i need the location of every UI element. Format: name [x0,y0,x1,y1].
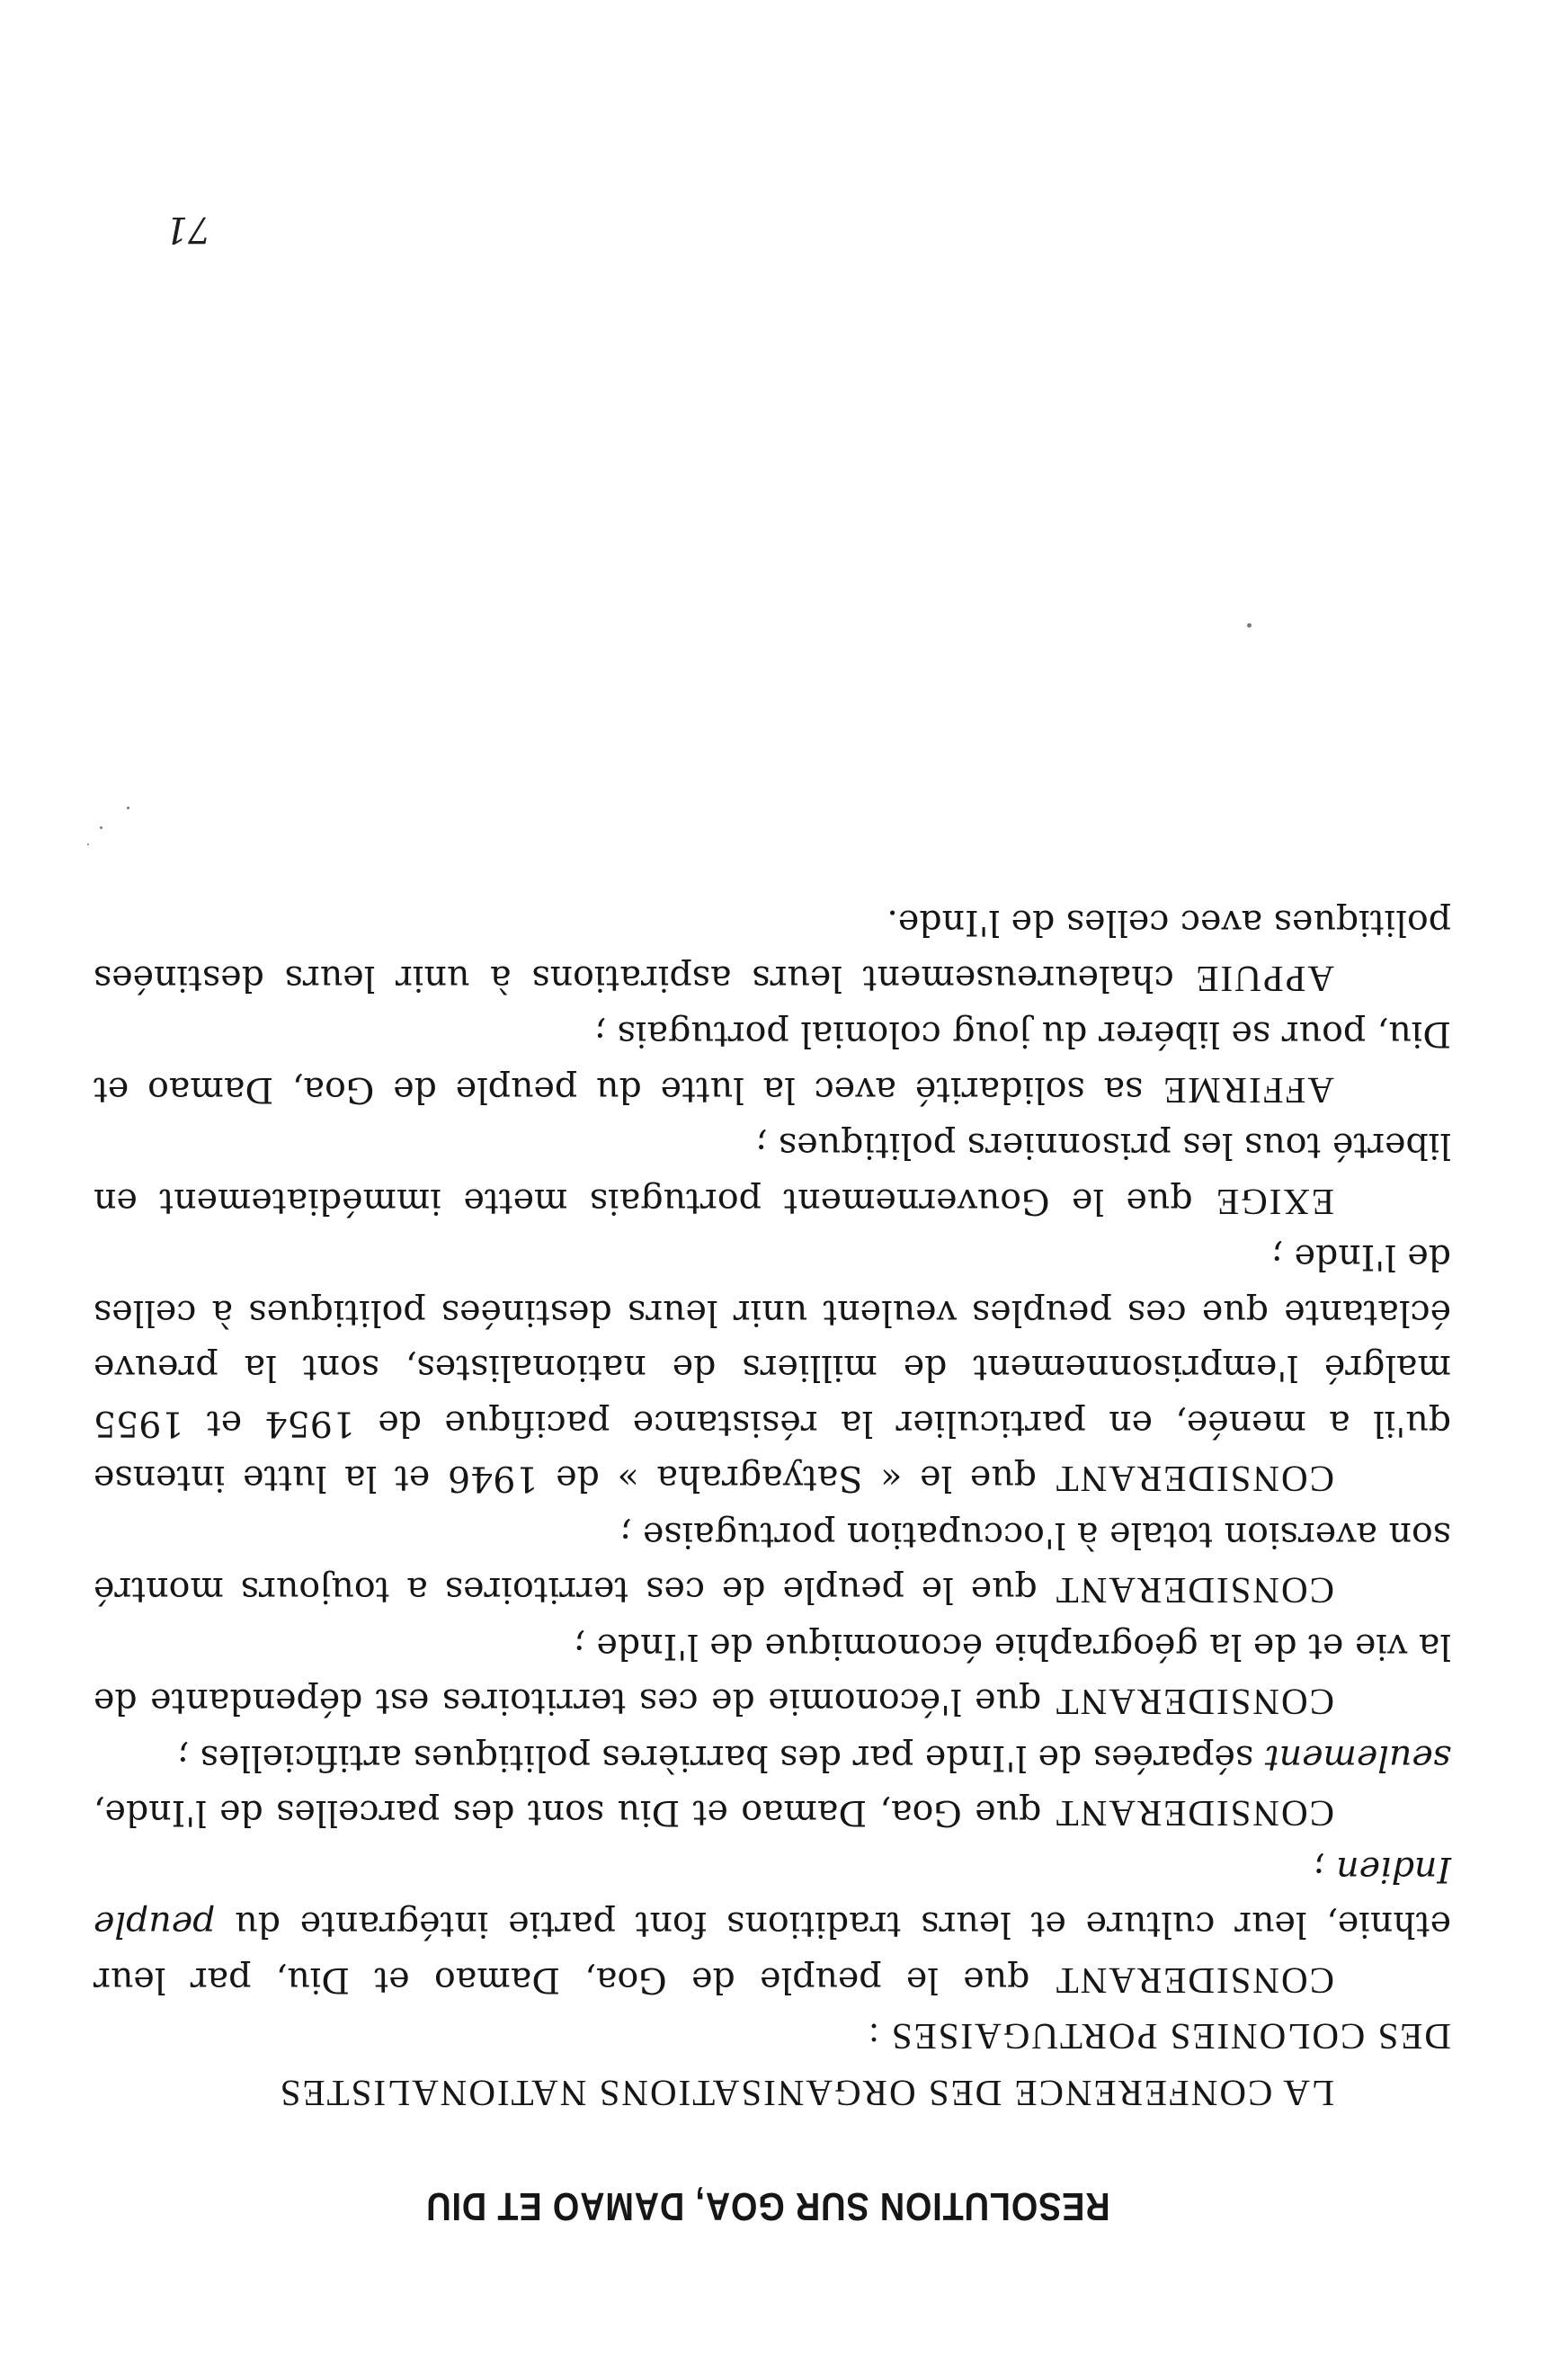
print-speck [1247,623,1252,628]
paragraph-keyword: AFFIRME [1162,1070,1334,1111]
intro-line-1: LA CONFERENCE DES ORGANISATIONS NATIONALISTES [278,2073,1334,2114]
paragraph-text: que Goa, Damao et Diu sont des parcelles de l'Inde, [94,1792,1055,1834]
print-speck [100,826,102,829]
paragraph-considerant-2 [94,1730,1451,1842]
print-speck [127,807,129,809]
paragraph-affirme [94,1006,1451,1118]
paragraph-keyword: APPUIE [1194,959,1334,1000]
paragraph-considerant-5 [94,1229,1451,1507]
paragraph-appuie [94,895,1451,1006]
paragraph-text: que le Gouvernement portugais mette immédiatement en liberté tous les prisonniers politiques ; [94,1125,1451,1222]
paragraph-text: que le « Satyagraha » de 1946 et la lutte intense qu'il a menée, en particulier la résistance pacifique de 1954 et 1955 malgré l'emprisonnement de milliers de nationalistes, sont la preuve éclatante que ces peuples veulent unir leurs destinées politiques à celles de l'Inde ; [94,1236,1451,1500]
paragraph-considerant-1 [94,1842,1451,2009]
paragraph-exige [94,1118,1451,1229]
paragraph-text: chaleureusement leurs aspirations à unir leurs destinées politiques avec celles de l'Inde. [94,902,1451,999]
paragraph-keyword: CONSIDERANT [1054,1570,1334,1612]
resolution-body [94,895,1451,2120]
paragraph-keyword: CONSIDERANT [1054,1682,1334,1724]
paragraph-text: que le peuple de ces territoires a toujours montré son aversion totale à l'occupation portugaise ; [94,1514,1451,1611]
paragraph-keyword: CONSIDERANT [1054,1960,1334,2002]
paragraph-emphasis: seulement [1264,1737,1451,1779]
paragraph-text-end: séparées de l'Inde par des barrières politiques artificielles ; [176,1737,1265,1779]
paragraph-keyword: EXIGE [1215,1182,1334,1223]
paragraph-considerant-4 [94,1507,1451,1619]
paragraph-text-end: ; [1313,1849,1337,1890]
intro-line-2: DES COLONIES PORTUGAISES : [867,2016,1451,2058]
paragraph-considerant-3 [94,1619,1451,1730]
paragraph-text: sa solidarité avec la lutte du peuple de Goa, Damao et Diu, pour se libérer du joug colonial portugais ; [94,1013,1451,1111]
paragraph-emphasis: peuple Indien [94,1849,1451,1946]
page-title: RESOLUTION SUR GOA, DAMAO ET DIU [425,2184,1110,2228]
paragraph-text: que le peuple de Goa, Damao et Diu, par leur ethnie, leur culture et leurs traditions font partie intégrante du [94,1904,1451,2001]
paragraph-keyword: CONSIDERANT [1054,1793,1334,1835]
paragraph-keyword: CONSIDERANT [1054,1459,1334,1501]
paragraph-text: que l'économie de ces territoires est dépendante de la vie et de la géographie économique de l'Inde ; [94,1626,1451,1723]
print-speck [87,843,89,845]
intro-paragraph [94,2008,1451,2120]
page-number: 71 [165,209,211,250]
